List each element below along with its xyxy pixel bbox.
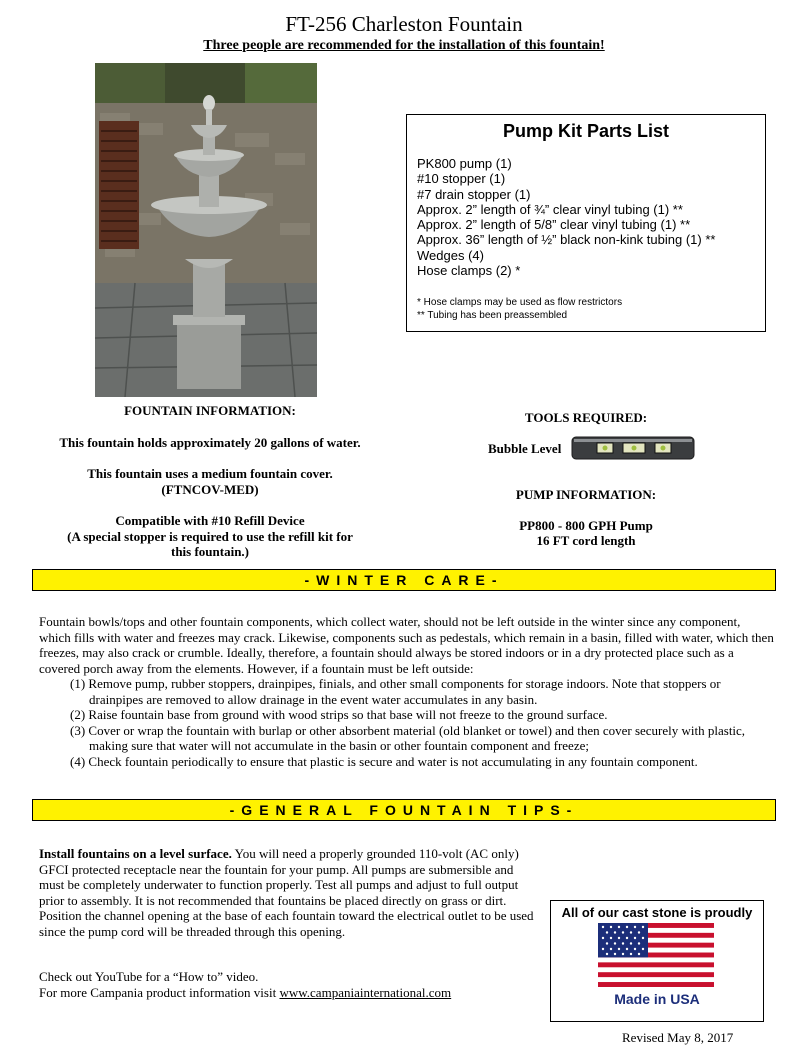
tools-required	[430, 410, 742, 426]
list-item: (4) Check fountain periodically to ensure that plastic is secure and water is not accumulating in any fountain component.	[70, 753, 698, 769]
fountain-photo	[95, 63, 317, 397]
general-tips-band: -GENERAL FOUNTAIN TIPS-	[32, 799, 776, 821]
made-in-usa-text: Made in USA	[614, 991, 700, 1007]
pump-cord: 16 FT cord length	[536, 533, 636, 548]
bubble-level-label: Bubble Level	[488, 441, 562, 456]
list-item: (3) Cover or wrap the fountain with burlap or other absorbent material (old blanket or towel) and then cover securely with plastic, making sure that water will not accumulate in the basin or other fountain component and freeze;	[70, 722, 746, 754]
fountain-capacity: This fountain holds approximately 20 gallons of water.	[59, 434, 361, 450]
list-item: PK800 pump (1)	[417, 156, 512, 171]
campania-link[interactable]: www.campaniainternational.com	[279, 985, 452, 1000]
pump-info-heading: PUMP INFORMATION:	[515, 487, 657, 502]
tips-body: You will need a properly grounded 110-volt (AC only) GFCI protected receptacle near the fountain for your pump. All pumps are submersible and must be completely underwater to function properly. Test all pumps and adjust to full output prior to assembly. It is not recommended that fountains be placed directly on grass or dirt. Position the channel opening at the base of each fountain toward the electrical outlet to be used since the pump cord will be threaded through this opening.	[39, 846, 534, 939]
list-item: #10 stopper (1)	[417, 171, 506, 187]
winter-intro: Fountain bowls/tops and other fountain components, which collect water, should not be left outside in the winter since any component, which fills with water and freezes may crack. Likewise, components such as pedestals, which remain in a basin, filled with water, which then freezes, may also crack or crumble. Ideally, therefore, a fountain should always be stored indoors or in a dry protected place such as a covered porch away from the elements. However, if a fountain must be left outside:	[39, 614, 774, 676]
made-in-usa-badge	[550, 900, 764, 1022]
list-item: (1) Remove pump, rubber stoppers, drainpipes, finials, and other small components for storage indoors. Note that stoppers or drainpipes are removed to allow drainage in the event water accumulates in any basin.	[70, 676, 721, 707]
refill-line2: (A special stopper is required to use the refill kit for	[67, 528, 353, 544]
tips-lead: Install fountains on a level surface.	[39, 846, 232, 861]
pump-kit-box	[406, 114, 766, 332]
list-item: Wedges (4)	[417, 247, 484, 263]
pump-kit-list	[417, 156, 715, 278]
pump-information	[430, 487, 742, 549]
note-tubing: ** Tubing has been preassembled	[417, 310, 568, 321]
bubble-level-icon	[571, 436, 695, 460]
usa-badge-title: All of our cast stone is proudly	[561, 905, 753, 920]
pump-kit-heading: Pump Kit Parts List	[502, 121, 670, 141]
revised-date: Revised May 8, 2017	[622, 1030, 734, 1045]
winter-steps	[70, 676, 770, 770]
youtube-note: Check out YouTube for a “How to” video.	[39, 969, 259, 984]
fountain-information	[40, 403, 380, 560]
page-subtitle: Three people are recommended for the installation of this fountain!	[203, 38, 605, 53]
tools-heading: TOOLS REQUIRED:	[524, 410, 648, 425]
fountain-cover-line2: (FTNCOV-MED)	[161, 481, 259, 497]
fountain-photo-svg	[95, 63, 317, 397]
list-item: Approx. 36” length of ½” black non-kink tubing (1) **	[417, 232, 716, 248]
fountain-cover-line1: This fountain uses a medium fountain cover.	[87, 466, 333, 481]
pump-kit-notes	[417, 296, 622, 322]
list-item: Approx. 2” length of 5/8” clear vinyl tubing (1) **	[417, 217, 691, 233]
refill-line1: Compatible with #10 Refill Device	[115, 513, 305, 528]
us-flag-icon	[598, 923, 714, 987]
list-item: Approx. 2” length of ¾” clear vinyl tubing (1) **	[417, 201, 683, 217]
fountain-info-heading: FOUNTAIN INFORMATION:	[124, 403, 296, 418]
pump-model: PP800 - 800 GPH Pump	[519, 517, 653, 533]
list-item: (2) Raise fountain base from ground with wood strips so that base will not freeze to the ground surface.	[70, 707, 608, 723]
list-item: #7 drain stopper (1)	[417, 186, 531, 202]
list-item: Hose clamps (2) *	[417, 263, 521, 279]
refill-line3: this fountain.)	[170, 544, 250, 559]
winter-care-band: -WINTER CARE-	[32, 569, 776, 591]
note-hose-clamps: * Hose clamps may be used as flow restrictors	[417, 297, 623, 308]
page-title: FT-256 Charleston Fountain	[285, 12, 523, 36]
campania-info	[39, 985, 539, 1001]
campania-prefix: For more Campania product information visit	[39, 985, 280, 1000]
